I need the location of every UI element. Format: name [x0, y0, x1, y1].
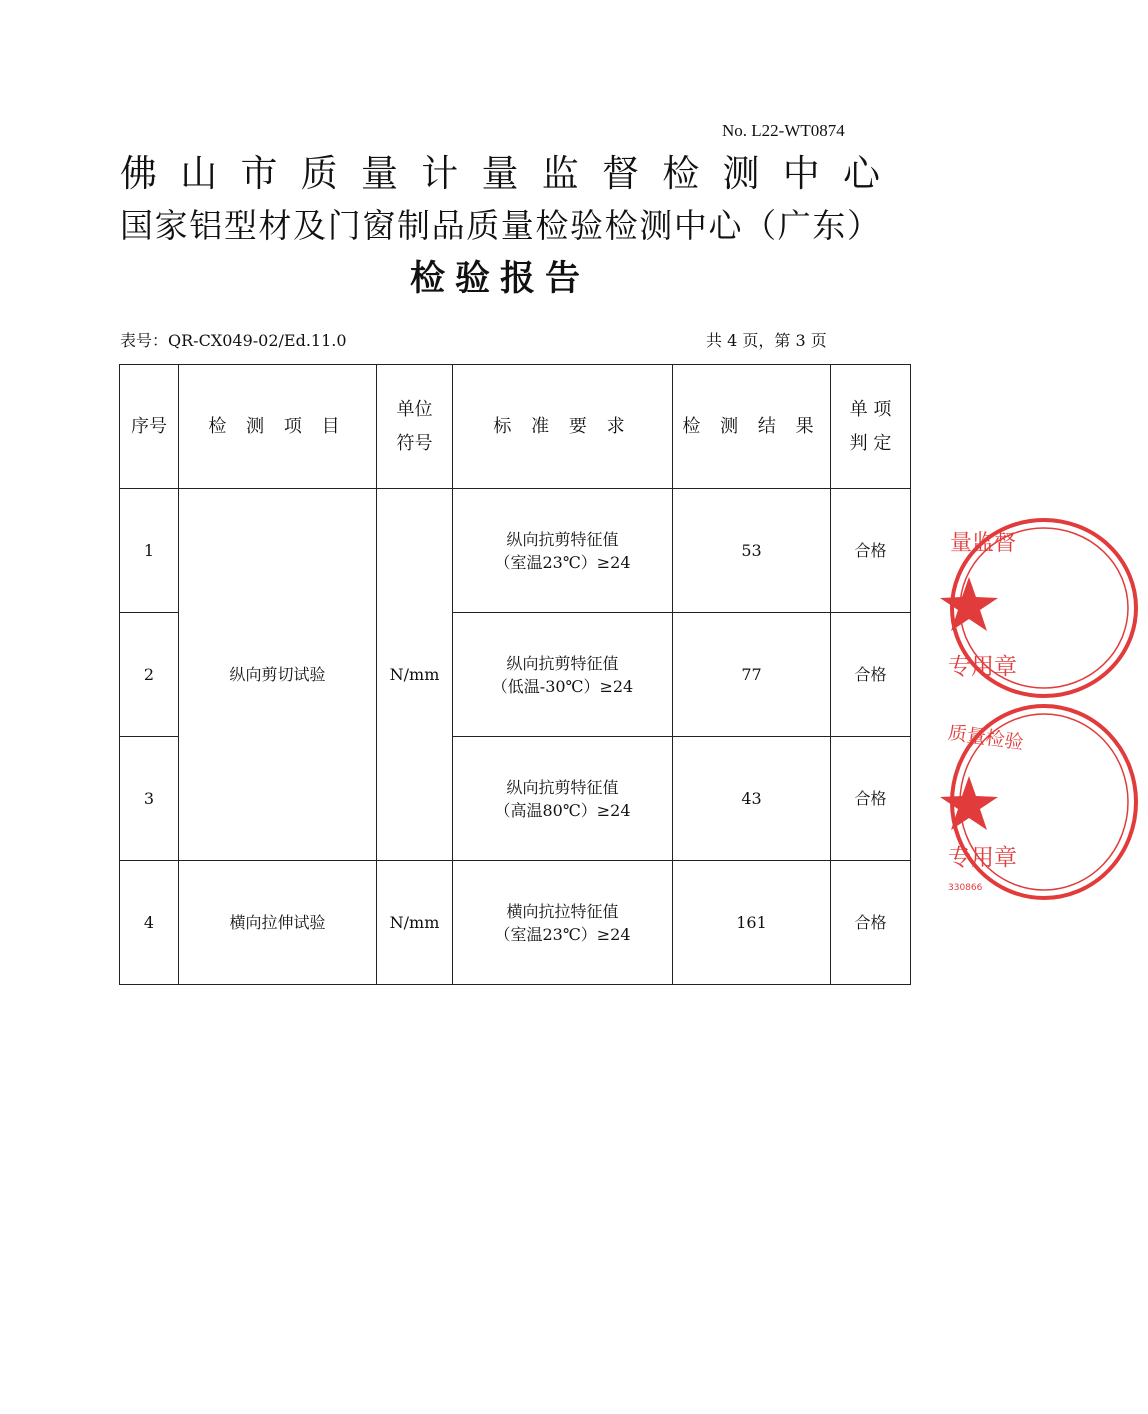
report-number: No. L22-WT0874: [722, 121, 845, 140]
header-seq: 序号: [120, 365, 179, 489]
header-requirement: 标 准 要 求: [453, 365, 673, 489]
inspection-seal-stamp: [946, 700, 1025, 905]
cell-unit: N/mm: [377, 861, 453, 985]
requirement-line-2: （高温80℃）≥24: [494, 800, 631, 820]
cell-test-item: 纵向剪切试验: [179, 489, 377, 861]
cell-seq: 4: [120, 861, 179, 985]
cell-result: 77: [673, 613, 831, 737]
seal-graphic: [948, 700, 1148, 905]
page-indicator: 共 4 页，第 3 页: [706, 331, 827, 350]
cell-test-item: 横向拉伸试验: [179, 861, 377, 985]
header-unit-line-2: 符号: [396, 432, 433, 454]
cell-verdict: 合格: [831, 613, 911, 737]
requirement-line-2: （室温23℃）≥24: [494, 924, 631, 944]
header-result: 检 测 结 果: [673, 365, 831, 489]
header-unit: [377, 365, 453, 489]
form-number: 表号：QR-CX049-02/Ed.11.0: [120, 331, 347, 350]
cell-result: 161: [673, 861, 831, 985]
cell-seq: 2: [120, 613, 179, 737]
inspection-seal-stamp: [948, 512, 1017, 702]
seal-top-text: 量监督: [950, 531, 1017, 556]
seal-top-text: 质量检验: [946, 721, 1025, 755]
report-title: 检验报告: [409, 259, 590, 299]
cell-unit: N/mm: [377, 489, 453, 861]
header-verdict-line-1: 单 项: [849, 398, 892, 420]
organization-subname: 国家铝型材及门窗制品质量检验检测中心（广东）: [120, 206, 880, 245]
cell-result: 43: [673, 737, 831, 861]
cell-verdict: 合格: [831, 861, 911, 985]
cell-requirement: [453, 489, 673, 613]
table-row: [120, 489, 911, 613]
inspection-results-table: [119, 364, 911, 985]
cell-seq: 1: [120, 489, 179, 613]
seal-graphic: [948, 512, 1148, 702]
cell-requirement: [453, 861, 673, 985]
header-verdict: [831, 365, 911, 489]
header-verdict-line-2: 判 定: [849, 432, 892, 454]
seal-serial-number: 330866: [948, 883, 983, 893]
requirement-line-1: 横向抗拉特征值: [506, 901, 619, 921]
requirement-line-1: 纵向抗剪特征值: [506, 653, 619, 673]
requirement-line-2: （低温-30℃）≥24: [491, 676, 634, 696]
header-unit-line-1: 单位: [396, 398, 433, 420]
requirement-line-1: 纵向抗剪特征值: [506, 529, 619, 549]
seal-bottom-text: 专用章: [948, 654, 1017, 680]
table-row: [120, 861, 911, 985]
requirement-line-2: （室温23℃）≥24: [494, 552, 631, 572]
seal-bottom-text: 专用章: [948, 845, 1017, 871]
table-header-row: [120, 365, 911, 489]
cell-result: 53: [673, 489, 831, 613]
organization-name: 佛山市质量计量监督检测中心: [120, 152, 880, 195]
cell-verdict: 合格: [831, 489, 911, 613]
cell-requirement: [453, 613, 673, 737]
cell-seq: 3: [120, 737, 179, 861]
requirement-line-1: 纵向抗剪特征值: [506, 777, 619, 797]
cell-requirement: [453, 737, 673, 861]
cell-verdict: 合格: [831, 737, 911, 861]
header-item: 检 测 项 目: [179, 365, 377, 489]
